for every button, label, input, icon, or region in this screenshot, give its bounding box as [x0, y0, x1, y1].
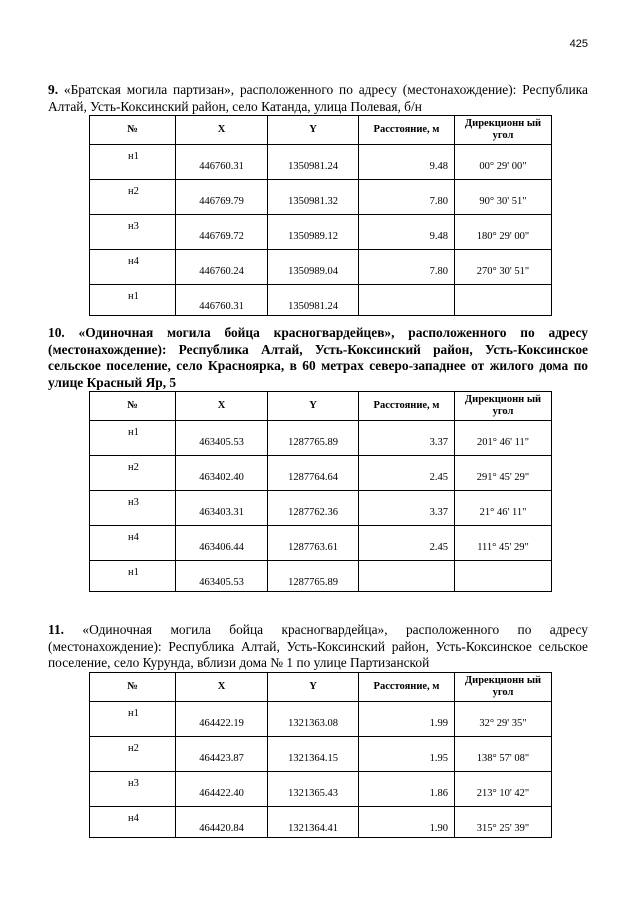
table-header: [90, 392, 552, 421]
coordinates-table: [89, 391, 552, 592]
angle-cell: [455, 285, 552, 316]
coordinates-table: [89, 672, 552, 838]
angle-cell: 180° 29' 00": [455, 215, 552, 250]
table-row: [90, 250, 552, 285]
col-x-header: X: [176, 672, 268, 701]
x-cell: 464422.19: [176, 701, 268, 736]
angle-cell: 138° 57' 08": [455, 736, 552, 771]
angle-cell: 201° 46' 11": [455, 421, 552, 456]
point-cell: н1: [90, 701, 176, 736]
angle-cell: 21° 46' 11": [455, 491, 552, 526]
point-cell: н3: [90, 771, 176, 806]
distance-cell: 2.45: [359, 456, 455, 491]
col-number-header: №: [90, 116, 176, 145]
y-cell: 1321364.15: [268, 736, 359, 771]
distance-cell: 1.95: [359, 736, 455, 771]
x-cell: 446760.24: [176, 250, 268, 285]
angle-cell: [455, 561, 552, 592]
y-cell: 1321364.41: [268, 806, 359, 837]
x-cell: 463406.44: [176, 526, 268, 561]
x-cell: 446760.31: [176, 285, 268, 316]
x-cell: 464422.40: [176, 771, 268, 806]
distance-cell: 3.37: [359, 491, 455, 526]
table-header: [90, 116, 552, 145]
table-row: [90, 180, 552, 215]
y-cell: 1321363.08: [268, 701, 359, 736]
x-cell: 446760.31: [176, 145, 268, 180]
y-cell: 1350989.12: [268, 215, 359, 250]
x-cell: 463405.53: [176, 561, 268, 592]
point-cell: н4: [90, 526, 176, 561]
y-cell: 1287763.61: [268, 526, 359, 561]
angle-cell: 90° 30' 51": [455, 180, 552, 215]
y-cell: 1287762.36: [268, 491, 359, 526]
point-cell: н2: [90, 736, 176, 771]
table-row: [90, 526, 552, 561]
table-row: [90, 285, 552, 316]
table-header: [90, 672, 552, 701]
table-row: [90, 561, 552, 592]
x-cell: 464423.87: [176, 736, 268, 771]
table-row: [90, 806, 552, 837]
table-row: [90, 491, 552, 526]
col-angle-header: Дирекционн ый угол: [455, 116, 552, 145]
distance-cell: 9.48: [359, 145, 455, 180]
distance-cell: 1.86: [359, 771, 455, 806]
distance-cell: 1.99: [359, 701, 455, 736]
table-row: [90, 736, 552, 771]
col-y-header: Y: [268, 116, 359, 145]
col-x-header: X: [176, 116, 268, 145]
table-row: [90, 145, 552, 180]
point-cell: н1: [90, 421, 176, 456]
x-cell: 463403.31: [176, 491, 268, 526]
point-cell: н1: [90, 561, 176, 592]
table-row: [90, 456, 552, 491]
col-number-header: №: [90, 392, 176, 421]
point-cell: н1: [90, 285, 176, 316]
section-10: [48, 325, 588, 592]
x-cell: 446769.72: [176, 215, 268, 250]
distance-cell: 2.45: [359, 526, 455, 561]
angle-cell: 32° 29' 35": [455, 701, 552, 736]
section-9: [48, 82, 588, 316]
angle-cell: 111° 45' 29": [455, 526, 552, 561]
y-cell: 1350981.32: [268, 180, 359, 215]
angle-cell: 270° 30' 51": [455, 250, 552, 285]
point-cell: н2: [90, 180, 176, 215]
distance-cell: 7.80: [359, 250, 455, 285]
angle-cell: 291° 45' 29": [455, 456, 552, 491]
x-cell: 463402.40: [176, 456, 268, 491]
col-distance-header: Расстояние, м: [359, 392, 455, 421]
section-heading: 11. «Одиночная могила бойца красногвардейца», расположенного по адресу (местонахождение): Республика Алтай, Усть-Коксинский район, Усть-Коксинское сельское поселение, село Курунда, вблизи дома № 1 по улице Партизанской: [48, 622, 588, 671]
y-cell: 1350981.24: [268, 145, 359, 180]
y-cell: 1321365.43: [268, 771, 359, 806]
y-cell: 1287764.64: [268, 456, 359, 491]
distance-cell: 3.37: [359, 421, 455, 456]
distance-cell: 9.48: [359, 215, 455, 250]
col-y-header: Y: [268, 392, 359, 421]
x-cell: 464420.84: [176, 806, 268, 837]
point-cell: н1: [90, 145, 176, 180]
section-heading: 9. «Братская могила партизан», расположенного по адресу (местонахождение): Республика Алтай, Усть-Коксинский район, село Катанда, улица Полевая, б/н: [48, 82, 588, 114]
point-cell: н2: [90, 456, 176, 491]
y-cell: 1287765.89: [268, 421, 359, 456]
col-distance-header: Расстояние, м: [359, 116, 455, 145]
col-distance-header: Расстояние, м: [359, 672, 455, 701]
col-x-header: X: [176, 392, 268, 421]
y-cell: 1350989.04: [268, 250, 359, 285]
col-angle-header: Дирекционн ый угол: [455, 672, 552, 701]
angle-cell: 213° 10' 42": [455, 771, 552, 806]
section-11: [48, 622, 588, 838]
table-row: [90, 421, 552, 456]
col-y-header: Y: [268, 672, 359, 701]
angle-cell: 315° 25' 39": [455, 806, 552, 837]
point-cell: н4: [90, 806, 176, 837]
distance-cell: [359, 285, 455, 316]
section-heading: 10. «Одиночная могила бойца красногвардейцев», расположенного по адресу (местонахождение): Республика Алтай, Усть-Коксинский район, Усть-Коксинское сельское поселение, село Красноярка, в 60 метрах северо-западнее от жилого дома по улице Красный Яр, 5: [48, 325, 588, 390]
coordinates-table: [89, 115, 552, 316]
y-cell: 1287765.89: [268, 561, 359, 592]
x-cell: 446769.79: [176, 180, 268, 215]
table-row: [90, 771, 552, 806]
col-number-header: №: [90, 672, 176, 701]
point-cell: н3: [90, 491, 176, 526]
col-angle-header: Дирекционн ый угол: [455, 392, 552, 421]
point-cell: н4: [90, 250, 176, 285]
angle-cell: 00° 29' 00": [455, 145, 552, 180]
distance-cell: 1.90: [359, 806, 455, 837]
table-row: [90, 215, 552, 250]
point-cell: н3: [90, 215, 176, 250]
y-cell: 1350981.24: [268, 285, 359, 316]
table-row: [90, 701, 552, 736]
page-number: 425: [569, 38, 588, 50]
x-cell: 463405.53: [176, 421, 268, 456]
distance-cell: [359, 561, 455, 592]
distance-cell: 7.80: [359, 180, 455, 215]
